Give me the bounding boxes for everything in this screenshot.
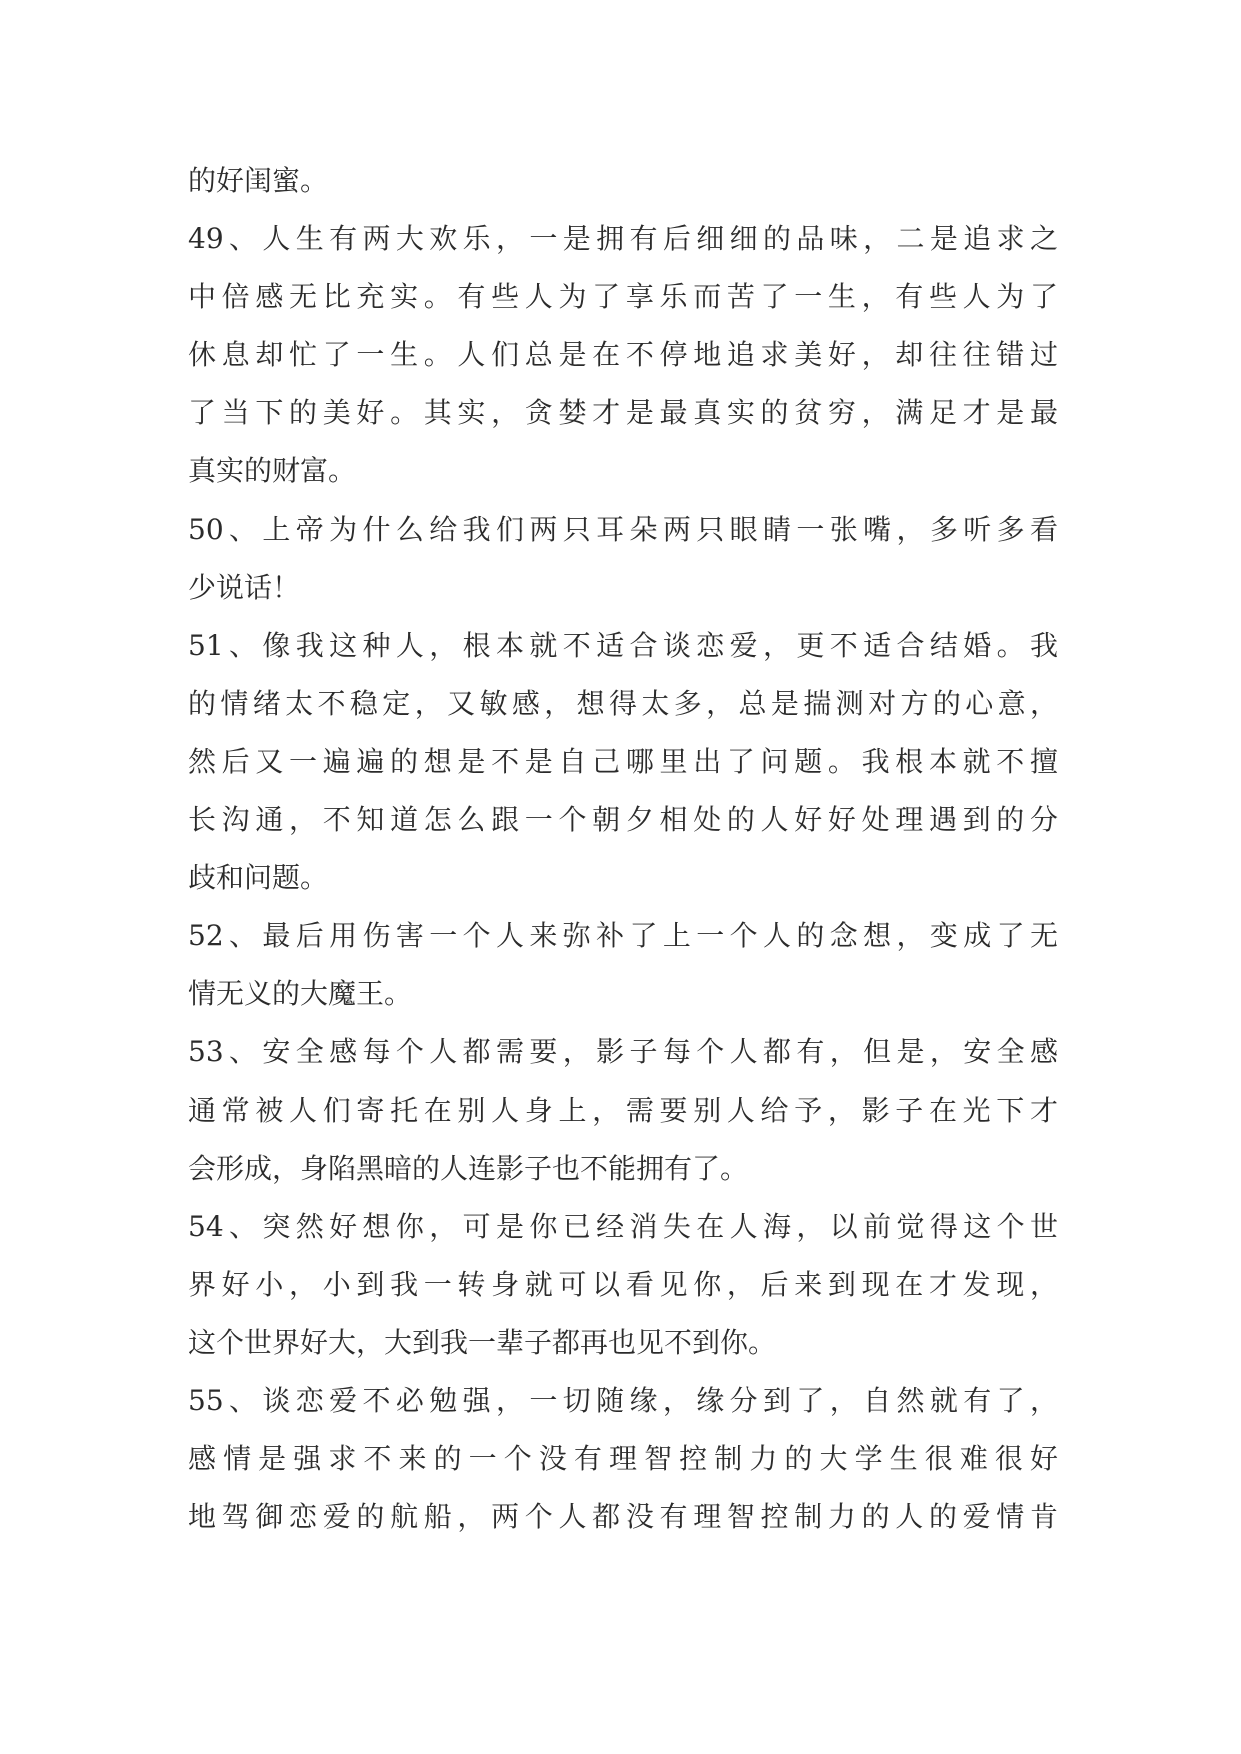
text-line: 55、谈恋爱不必勉强，一切随缘，缘分到了，自然就有了， — [188, 1383, 1058, 1417]
text-line: 然后又一遍遍的想是不是自己哪里出了问题。我根本就不擅 — [188, 744, 1058, 778]
text-line: 地驾御恋爱的航船，两个人都没有理智控制力的人的爱情肯 — [188, 1500, 1058, 1534]
text-line: 的情绪太不稳定，又敏感，想得太多，总是揣测对方的心意， — [188, 686, 1058, 720]
text-line: 界好小，小到我一转身就可以看见你，后来到现在才发现， — [188, 1267, 1058, 1301]
text-line: 休息却忙了一生。人们总是在不停地追求美好，却往往错过 — [188, 338, 1058, 372]
body-text — [188, 152, 1058, 1546]
text-line: 真实的财富。 — [188, 454, 357, 488]
text-line: 50、上帝为什么给我们两只耳朵两只眼睛一张嘴，多听多看 — [188, 512, 1058, 546]
text-line: 52、最后用伤害一个人来弥补了上一个人的念想，变成了无 — [188, 919, 1058, 953]
text-line: 少说话！ — [188, 570, 301, 604]
text-line: 54、突然好想你，可是你已经消失在人海，以前觉得这个世 — [188, 1209, 1058, 1243]
text-line: 51、像我这种人，根本就不适合谈恋爱，更不适合结婚。我 — [188, 628, 1058, 662]
text-line: 歧和问题。 — [188, 861, 329, 895]
text-line: 感情是强求不来的一个没有理智控制力的大学生很难很好 — [188, 1442, 1058, 1476]
text-line: 中倍感无比充实。有些人为了享乐而苦了一生，有些人为了 — [188, 280, 1058, 314]
text-line: 49、人生有两大欢乐，一是拥有后细细的品味，二是追求之 — [188, 222, 1058, 256]
text-line: 的好闺蜜。 — [188, 164, 329, 197]
text-line: 53、安全感每个人都需要，影子每个人都有，但是，安全感 — [188, 1035, 1058, 1069]
text-line: 长沟通，不知道怎么跟一个朝夕相处的人好好处理遇到的分 — [188, 803, 1058, 837]
text-line: 这个世界好大，大到我一辈子都再也见不到你。 — [188, 1325, 777, 1359]
text-line: 了当下的美好。其实，贪婪才是最真实的贫穷，满足才是最 — [188, 396, 1058, 430]
text-line: 会形成，身陷黑暗的人连影子也不能拥有了。 — [188, 1151, 749, 1185]
text-line: 情无义的大魔王。 — [188, 977, 413, 1011]
text-line: 通常被人们寄托在别人身上，需要别人给予，影子在光下才 — [188, 1093, 1058, 1127]
